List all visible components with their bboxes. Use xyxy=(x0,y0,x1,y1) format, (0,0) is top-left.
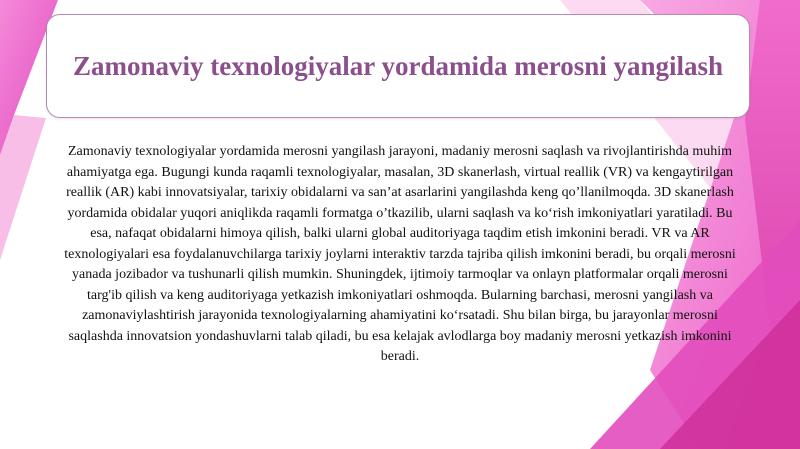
slide-body-text: Zamonaviy texnologiyalar yordamida merosni yangilash jarayoni, madaniy merosni saqlash va rivojlantirishda muhim ahamiyatga ega. Bugungi kunda raqamli texnologiyalar, masalan, 3D skanerlash, virtual reallik (VR) va kengaytirilgan reallik (AR) kabi innovatsiyalar, tarixiy obidalarni va san’at asarlarini yangilashda keng qo’llanilmoqda. 3D skanerlash yordamida obidalar yuqori aniqlikda raqamli formatga o’tkazilib, ularni saqlash va ko‘rish imkoniyatlari yaratiladi. Bu esa, nafaqat obidalarni himoya qilish, balki ularni global auditoriyaga taqdim etish imkonini beradi. VR va AR texnologiyalari esa foydalanuvchilarga tarixiy joylarni interaktiv tarzda tajriba qilish imkonini beradi, bu orqali merosni yanada jozibador va tushunarli qilish mumkin. Shuningdek, ijtimoiy tarmoqlar va onlayn platformalar orqali merosni targ'ib qilish va keng auditoriyaga yetkazish imkoniyatlari oshmoqda. Bularning barchasi, merosni yangilash va zamonaviylashtirish jarayonida texnologiyalarning ahamiyatini ko‘rsatadi. Shu bilan birga, bu jarayonlar merosni saqlashda innovatsion yondashuvlarni talab qiladi, bu esa kelajak avlodlarga boy madaniy merosni yetkazish imkonini beradi. xyxy=(64,144,736,364)
slide-title: Zamonaviy texnologiyalar yordamida merosni yangilash xyxy=(72,50,724,81)
left-stripe-light-shape xyxy=(0,115,46,260)
title-box xyxy=(46,14,750,118)
